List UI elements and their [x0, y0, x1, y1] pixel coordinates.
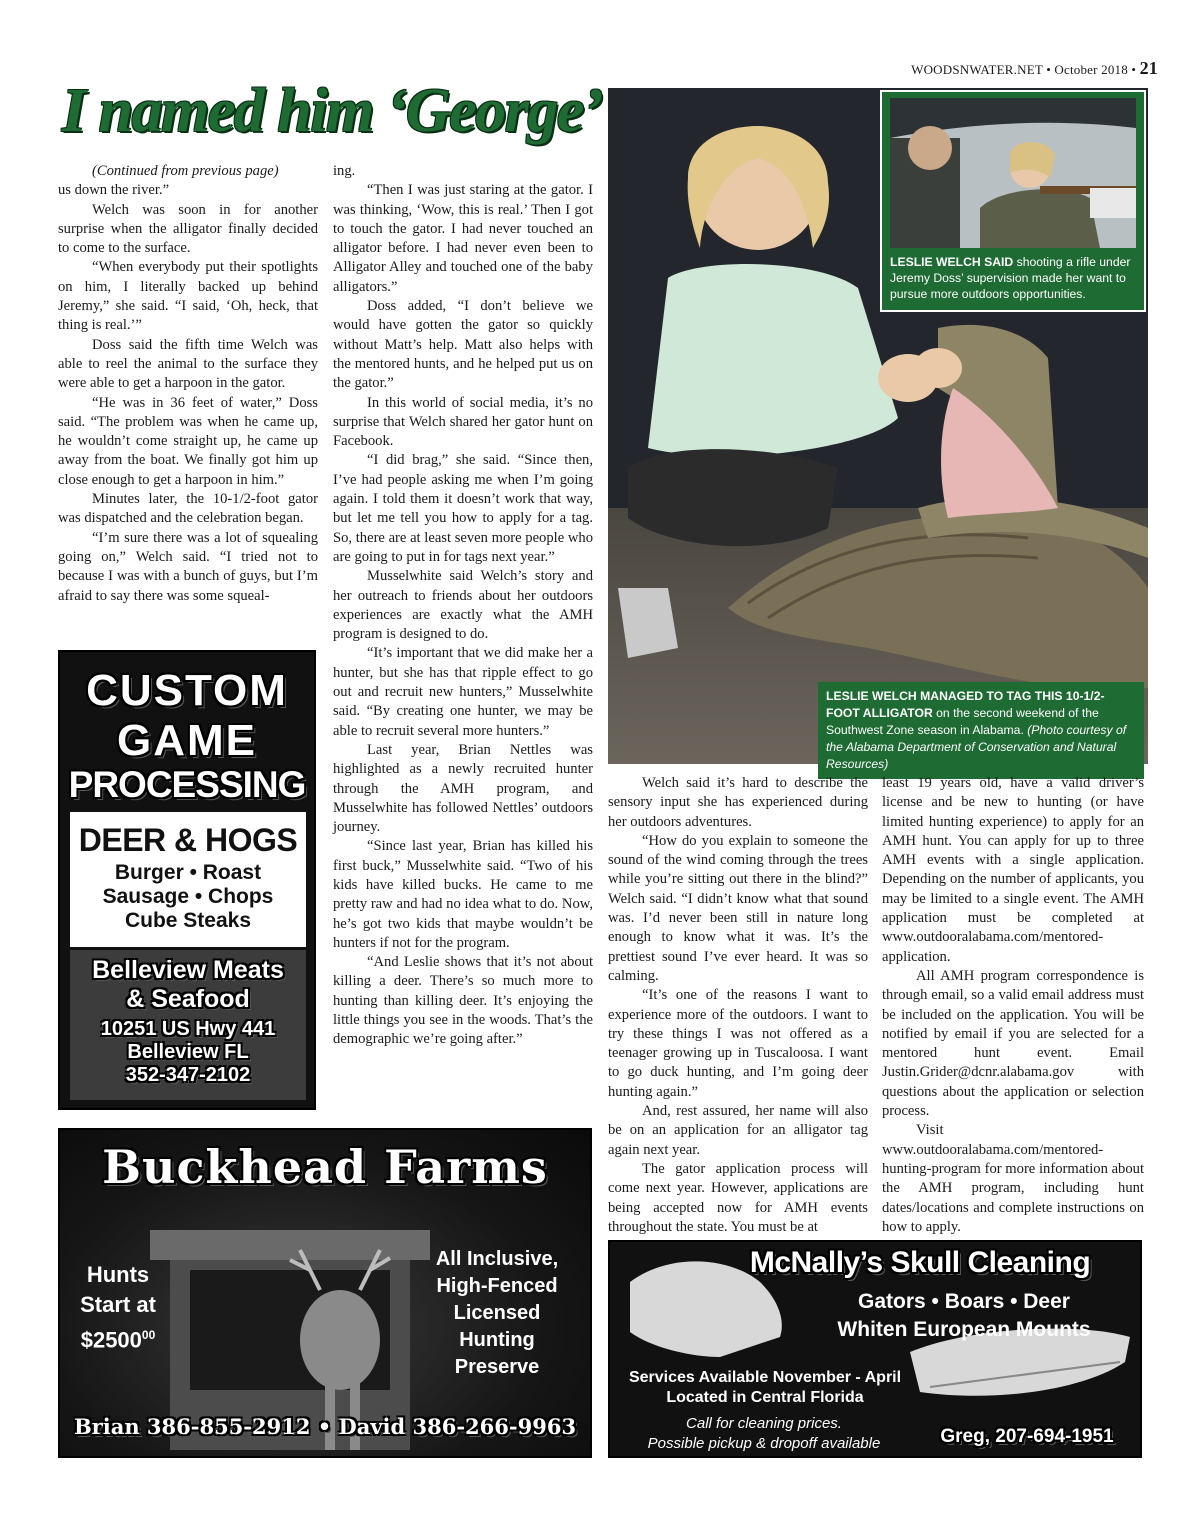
ad-custom-business1: Belleview Meats — [92, 956, 284, 984]
ad-custom-line3: PROCESSING — [68, 764, 306, 805]
mcnally-services — [620, 1368, 910, 1408]
mcnally-line2: Whiten European Mounts — [837, 1318, 1091, 1341]
header-site-date: WOODSNWATER.NET • October 2018 • — [911, 62, 1137, 77]
paragraph: “I’m sure there was a lot of squealing going on,” Welch said. “I tried not to because I was with a bunch of guys, but I’m afraid to say there was some squeal- — [58, 529, 318, 604]
ad-custom-items3: Cube Steaks — [124, 909, 252, 932]
paragraph: “It’s one of the reasons I want to experience more of the outdoors. I want to try these things I was not offered as a teenager growing up in Tuscaloosa. I want to go duck hunting, and I’m going deer hunting again.” — [608, 987, 868, 1100]
continued-note: (Continued from previous page) — [92, 163, 279, 179]
ad-custom-address: 10251 US Hwy 441 — [100, 1018, 276, 1040]
buckhead-feature: Preserve — [454, 1356, 540, 1378]
main-photo-caption — [818, 682, 1144, 779]
mcnally-location-line: Located in Central Florida — [666, 1389, 864, 1406]
buckhead-features — [412, 1246, 582, 1381]
mcnally-pickup: Possible pickup & dropoff available — [647, 1435, 881, 1452]
photo-credit: (Photo courtesy of the Alabama Department of Conservation and Natural Resources) — [826, 723, 1127, 771]
paragraph: least 19 years old, have a valid driver’s license and be new to hunting (or have limited hunting experience) to apply for an AMH hunt. You can apply for up to three AMH events with a single application. Depending on the number of applicants, you may be limited to a single event. The AMH application must be completed at www.outdooralabama.com/mentored-application. — [882, 775, 1144, 965]
ad-custom-phone: 352-347-2102 — [125, 1064, 251, 1086]
article-column-3 — [608, 774, 868, 1237]
paragraph: Doss added, “I don’t believe we would have gotten the gator so quickly without Matt’s help. Matt also helps with the mentored hunts, and he helped put us on the gator.” — [333, 298, 593, 392]
ad-custom-line1: CUSTOM — [86, 666, 288, 715]
buckhead-price-line — [68, 1320, 168, 1355]
main-caption-text: on the second weekend of the Southwest Zone season in Alabama. — [826, 706, 1099, 737]
ad-custom-line2: GAME — [117, 716, 257, 765]
buckhead-feature: Hunting — [459, 1329, 535, 1351]
ad-custom-items1: Burger • Roast — [114, 861, 262, 884]
buckhead-price: $2500 — [80, 1327, 142, 1353]
paragraph: “When everybody put their spotlights on him, I literally backed up behind Jeremy,” she said. “I said, ‘Oh, heck, that thing is real.’” — [58, 259, 318, 334]
mcnally-call-block — [614, 1414, 914, 1454]
mcnally-call: Call for cleaning prices. — [686, 1415, 842, 1432]
inset-photo-box — [880, 90, 1146, 312]
ad-custom-business-box — [70, 950, 306, 1100]
buckhead-price-block — [68, 1260, 168, 1355]
buckhead-feature: Licensed — [453, 1302, 541, 1324]
mcnally-contact: Greg, 207-694-1951 — [940, 1426, 1114, 1447]
paragraph: “Since last year, Brian has killed his first buck,” Musselwhite said. “Two of his kids have killed bucks. He came to me pretty raw and had no idea what to do. Now, he’s got two kids that maybe wouldn’t be hunters if not for the program. — [333, 838, 593, 951]
paragraph: “Then I was just staring at the gator. I was thinking, ‘Wow, this is real.’ Then I got to touch the gator. I had never touched an alligator before. I had never even been to Alligator Alley and touched one of the baby alligators.” — [333, 182, 593, 295]
paragraph: In this world of social media, it’s no surprise that Welch shared her gator hunt on Facebook. — [333, 394, 593, 450]
article-headline: I named him ‘George’ — [62, 77, 603, 145]
paragraph: Welch said it’s hard to describe the sensory input she has experienced during her outdoors adventures. — [608, 775, 868, 830]
buckhead-hunts: Hunts — [86, 1262, 150, 1287]
buckhead-feature: High-Fenced — [436, 1275, 558, 1297]
page-header — [911, 58, 1158, 79]
rifle-shooting-photo — [890, 98, 1136, 248]
rifle-photo-art — [890, 98, 1136, 248]
paragraph: All AMH program correspondence is through email, so a valid email address must be included on the application. You will be notified by email if you are selected for a mentored hunt event. Email Justin.Grider@dcnr.alabama.gov with questions about the application or selection process. — [882, 967, 1144, 1120]
ad-custom-products-box — [70, 812, 306, 947]
ad-custom-deer-hogs: DEER & HOGS — [78, 822, 298, 858]
article-column-4 — [882, 774, 1144, 1237]
paragraph: Minutes later, the 10-1/2-foot gator was dispatched and the celebration began. — [58, 491, 318, 527]
inset-caption — [890, 254, 1140, 302]
paragraph: “I did brag,” she said. “Since then, I’ve had people asking me when I’m going again. I told them it doesn’t work that way, but let me tell you how to apply for a tag. So, there are at least seven more people who are going to put in for tags next year.” — [333, 452, 593, 565]
inset-caption-text: shooting a rifle under Jeremy Doss’ supervision made her want to pursue more outdoors opportunities. — [890, 255, 1131, 301]
paragraph: The gator application process will come next year. However, applications are being accepted now for AMH events throughout the state. You must be at — [608, 1160, 868, 1235]
mcnally-title: McNally’s Skull Cleaning — [749, 1246, 1091, 1279]
inset-caption-lead: LESLIE WELCH SAID — [890, 255, 1014, 269]
paragraph: Musselwhite said Welch’s story and her outreach to friends about her outdoors experiences are exactly what the AMH program is designed to do. — [333, 568, 593, 643]
article-column-1 — [58, 162, 318, 606]
buckhead-price-cents: 00 — [141, 1328, 156, 1342]
paragraph: ing. — [333, 163, 356, 179]
buckhead-contacts: Brian 386-855-2912 • David 386-266-9963 — [73, 1414, 577, 1439]
main-caption-lead: LESLIE WELCH MANAGED TO TAG THIS 10-1/2-FOOT ALLIGATOR — [826, 689, 1105, 720]
ad-custom-city: Belleview FL — [127, 1041, 249, 1063]
page-number: 21 — [1139, 58, 1158, 78]
buckhead-feature: All Inclusive, — [435, 1248, 559, 1270]
buckhead-title: Buckhead Farms — [102, 1140, 548, 1194]
mcnally-skull-cleaning-ad — [608, 1240, 1142, 1458]
ad-custom-items2: Sausage • Chops — [102, 885, 274, 908]
buckhead-farms-ad — [58, 1128, 592, 1458]
paragraph: “He was in 36 feet of water,” Doss said. “The problem was when he came up, he wouldn’t come straight up, he came up away from the boat. We finally got him up close enough to get a harpoon in him.” — [58, 394, 318, 488]
paragraph: “How do you explain to someone the sound of the wind coming through the trees while you’re sitting out there in the blind?” Welch said. “I didn’t know what that sound was. I’d never been still in nature long enough to know what it was. It’s the prettiest sound I’ve ever heard. It was so calming. — [608, 832, 868, 984]
paragraph: Doss said the fifth time Welch was able to reel the animal to the surface they were able to get a harpoon in the gator. — [58, 336, 318, 392]
paragraph: Last year, Brian Nettles was highlighted as a newly recruited hunter through the AMH program, and Musselwhite has followed Nettles’ outdoors journey. — [333, 741, 593, 836]
buckhead-start-at: Start at — [80, 1292, 156, 1317]
paragraph: Welch was soon in for another surprise when the alligator finally decided to come to the surface. — [58, 201, 318, 257]
paragraph: “It’s important that we did make her a hunter, but she has that ripple effect to go out and recruit new hunters,” Musselwhite said. “By creating one hunter, we may be able to recruit several more hunters.” — [333, 645, 593, 739]
article-column-2 — [333, 162, 593, 1050]
paragraph: “And Leslie shows that it’s not about killing a deer. There’s so much more to hunting than killing deer. It’s enjoying the little things you see in the woods. That’s the demographic we’re going after.” — [333, 954, 593, 1048]
paragraph: us down the river.” — [58, 182, 170, 199]
ad-custom-business2: & Seafood — [126, 985, 250, 1013]
mcnally-services-line: Services Available November - April — [628, 1369, 902, 1386]
custom-game-processing-ad — [58, 650, 316, 1110]
mcnally-line1: Gators • Boars • Deer — [858, 1290, 1070, 1313]
paragraph: Visit www.outdooralabama.com/mentored-hunting-program for more information about the AMH program, including hunt dates/locations and complete instructions on how to apply. — [882, 1122, 1144, 1235]
paragraph: And, rest assured, her name will also be on an application for an alligator tag again next year. — [608, 1103, 868, 1158]
